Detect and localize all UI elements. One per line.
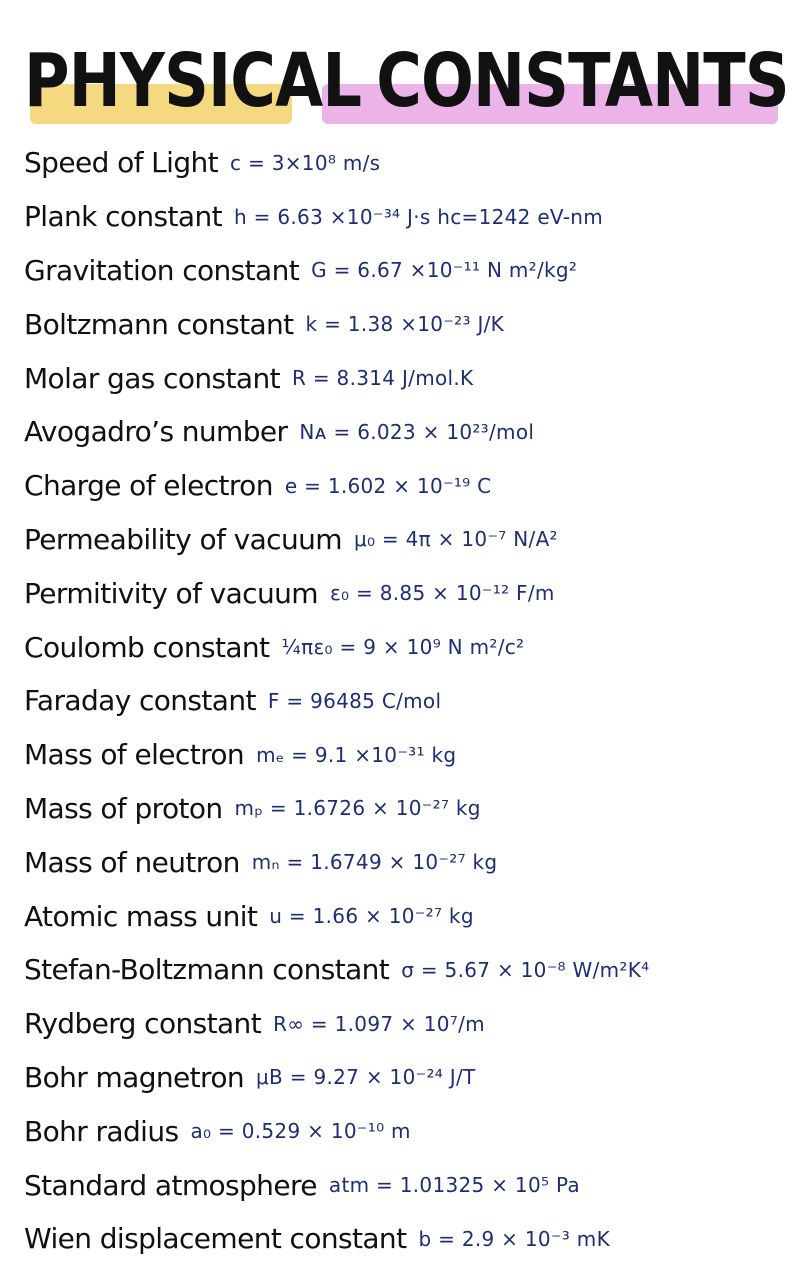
constant-row	[24, 943, 784, 997]
constant-formula: u = 1.66 × 10⁻²⁷ kg	[269, 904, 474, 929]
constant-formula: ¼πε₀ = 9 × 10⁹ N m²/c²	[281, 635, 525, 660]
constant-row	[24, 1212, 784, 1266]
constant-name: Mass of proton	[24, 791, 223, 825]
page-title	[24, 26, 789, 136]
constant-row	[24, 297, 784, 351]
constant-formula: a₀ = 0.529 × 10⁻¹⁰ m	[190, 1119, 411, 1144]
constant-row	[24, 997, 784, 1051]
constant-name: Boltzmann constant	[24, 307, 294, 341]
constant-name: Speed of Light	[24, 146, 219, 180]
constant-name: Stefan-Boltzmann constant	[24, 953, 390, 987]
constant-row	[24, 136, 784, 190]
constant-formula: F = 96485 C/mol	[267, 688, 442, 713]
constant-row	[24, 728, 784, 782]
constant-formula: b = 2.9 × 10⁻³ mK	[418, 1226, 610, 1251]
constant-formula: μ₀ = 4π × 10⁻⁷ N/A²	[353, 527, 558, 552]
constant-formula: σ = 5.67 × 10⁻⁸ W/m²K⁴	[401, 957, 650, 982]
constant-name: Permeability of vacuum	[24, 522, 342, 556]
constant-formula: mₑ = 9.1 ×10⁻³¹ kg	[256, 742, 457, 767]
constant-row	[24, 190, 784, 244]
constant-row	[24, 889, 784, 943]
constant-formula: c = 3×10⁸ m/s	[230, 150, 381, 175]
constant-row	[24, 1158, 784, 1212]
constant-formula: e = 1.602 × 10⁻¹⁹ C	[284, 473, 492, 498]
constant-row	[24, 1051, 784, 1105]
constant-row	[24, 1104, 784, 1158]
constant-formula: G = 6.67 ×10⁻¹¹ N m²/kg²	[311, 258, 578, 283]
constant-name: Faraday constant	[24, 684, 256, 718]
constant-name: Permitivity of vacuum	[24, 576, 318, 610]
constant-formula: μB = 9.27 × 10⁻²⁴ J/T	[256, 1065, 476, 1090]
constant-formula: R = 8.314 J/mol.K	[291, 366, 474, 391]
constant-name: Standard atmosphere	[24, 1168, 317, 1202]
constant-row	[24, 620, 784, 674]
constant-formula: mₚ = 1.6726 × 10⁻²⁷ kg	[234, 796, 481, 821]
constant-formula: Nᴀ = 6.023 × 10²³/mol	[299, 419, 535, 444]
constant-row	[24, 513, 784, 567]
constant-name: Wien displacement constant	[24, 1222, 407, 1256]
constant-row	[24, 405, 784, 459]
title-block	[24, 26, 789, 136]
constant-name: Avogadro’s number	[24, 415, 288, 449]
constant-row	[24, 782, 784, 836]
constant-formula: mₙ = 1.6749 × 10⁻²⁷ kg	[251, 850, 498, 875]
constant-name: Mass of neutron	[24, 845, 240, 879]
constant-row	[24, 244, 784, 298]
constant-name: Gravitation constant	[24, 253, 300, 287]
constant-name: Bohr magnetron	[24, 1060, 245, 1094]
constant-name: Mass of electron	[24, 738, 245, 772]
constant-row	[24, 459, 784, 513]
constant-formula: k = 1.38 ×10⁻²³ J/K	[305, 312, 505, 337]
constant-name: Rydberg constant	[24, 1007, 262, 1041]
constant-row	[24, 351, 784, 405]
constant-name: Molar gas constant	[24, 361, 280, 395]
constant-formula: ε₀ = 8.85 × 10⁻¹² F/m	[329, 581, 555, 606]
constant-formula: R∞ = 1.097 × 10⁷/m	[273, 1011, 485, 1036]
constant-name: Atomic mass unit	[24, 899, 258, 933]
constant-name: Coulomb constant	[24, 630, 270, 664]
constant-formula: atm = 1.01325 × 10⁵ Pa	[328, 1173, 580, 1198]
constant-row	[24, 566, 784, 620]
constant-name: Bohr radius	[24, 1114, 179, 1148]
constant-name: Plank constant	[24, 200, 223, 234]
title-word-physical: PHYSICAL	[24, 38, 362, 124]
constant-row	[24, 674, 784, 728]
constants-list	[24, 136, 784, 1266]
title-word-constants: CONSTANTS	[376, 38, 789, 124]
constant-row	[24, 835, 784, 889]
constant-formula: h = 6.63 ×10⁻³⁴ J·s hc=1242 eV-nm	[234, 204, 604, 229]
constant-name: Charge of electron	[24, 469, 273, 503]
